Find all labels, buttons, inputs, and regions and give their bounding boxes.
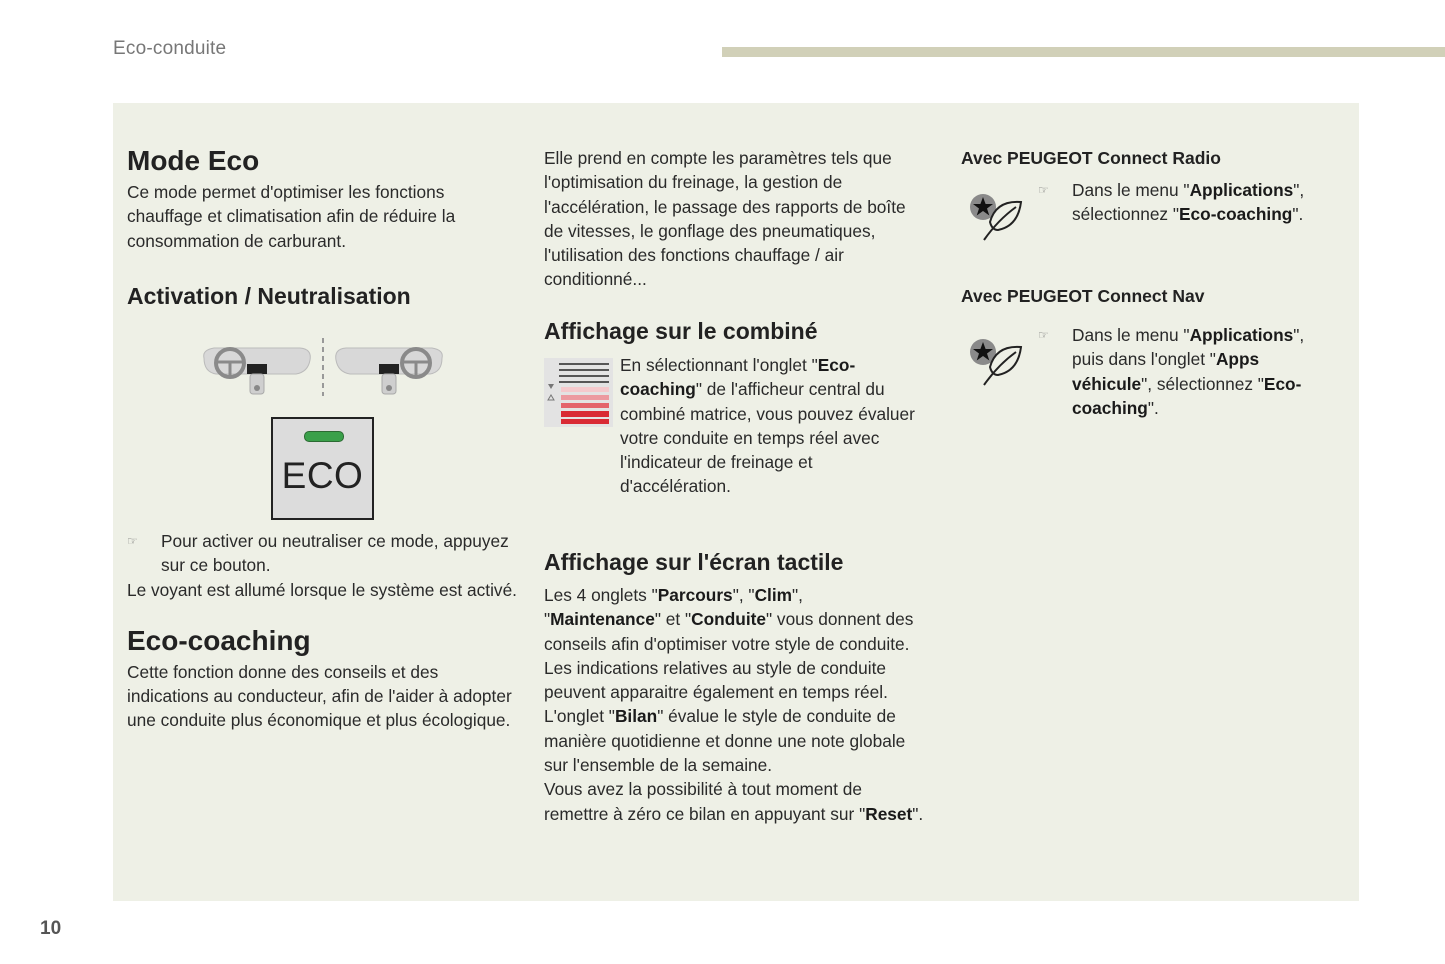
tactile-tabs-text: Les 4 onglets "Parcours", "Clim", "Maintenance" et "Conduite" vous donnent des conseils afin d'optimiser votre style de conduite.	[544, 585, 914, 654]
steering-wheel-illustration	[200, 336, 446, 398]
reset-text: Vous avez la possibilité à tout moment de remettre à zéro ce bilan en appuyant sur "Reset".	[544, 779, 924, 824]
pointing-hand-icon: ☞	[1038, 328, 1049, 342]
mode-eco-text: Ce mode permet d'optimiser les fonctions chauffage et climatisation afin de réduire la consommation de carburant.	[127, 182, 456, 251]
tactile-heading: Affichage sur l'écran tactile	[544, 549, 844, 575]
parameters-text: Elle prend en compte les paramètres tels que l'optimisation du freinage, la gestion de l'accélération, le passage des rapports de boîte de vitesses, le gonflage des pneumatiques, l'utilisation des fonctions chauffage / air conditionné...	[544, 148, 906, 290]
radio-instruction-block	[1038, 178, 1348, 227]
nav-instruction: ☞ Dans le menu "Applications", puis dans l'onglet "Apps véhicule", sélectionnez "Eco-coaching".	[1038, 325, 1305, 418]
section-bar	[722, 47, 1445, 57]
combine-heading: Affichage sur le combiné	[544, 317, 818, 344]
eco-coaching-leaf-icon	[966, 335, 1028, 389]
column-1	[127, 142, 522, 311]
eco-button[interactable]	[271, 417, 374, 520]
radio-instruction: ☞ Dans le menu "Applications", sélectionnez "Eco-coaching".	[1038, 180, 1305, 225]
realtime-text: Les indications relatives au style de conduite peuvent apparaitre également en temps réel.	[544, 657, 888, 703]
eco-coaching-leaf-icon	[966, 190, 1028, 244]
mode-eco-heading: Mode Eco	[127, 145, 260, 176]
indicator-text: Le voyant est allumé lorsque le système est activé.	[127, 579, 517, 600]
nav-heading-block	[961, 284, 1351, 308]
left-hand-drive-icon	[204, 348, 311, 394]
activation-instruction: ☞ Pour activer ou neutraliser ce mode, appuyez sur ce bouton.	[127, 531, 509, 576]
eco-coaching-heading: Eco-coaching	[127, 624, 311, 656]
right-hand-drive-icon	[336, 348, 443, 394]
bilan-text: L'onglet "Bilan" évalue le style de conduite de manière quotidienne et donne une note globale sur l'ensemble de la semaine.	[544, 706, 906, 776]
activation-heading: Activation / Neutralisation	[127, 282, 411, 309]
pointing-hand-icon: ☞	[1038, 183, 1049, 197]
eco-button-label: ECO	[281, 455, 364, 496]
combine-text-block	[620, 353, 920, 499]
combine-text: En sélectionnant l'onglet "Eco-coaching" de l'afficheur central du combiné matrice, vous pouvez évaluer votre conduite en temps réel avec l'indicateur de freinage et d'accélération.	[620, 355, 915, 497]
column-3	[961, 146, 1351, 170]
eco-coaching-text: Cette fonction donne des conseils et des indications au conducteur, afin de l'aider à adopter une conduite plus économique et plus écologique.	[127, 661, 512, 731]
column-1-lower	[127, 529, 522, 733]
column-2-lower	[544, 547, 924, 826]
column-2	[544, 146, 924, 346]
connect-radio-heading: Avec PEUGEOT Connect Radio	[961, 148, 1221, 168]
page-number: 10	[40, 918, 62, 939]
pointing-hand-icon: ☞	[127, 534, 138, 548]
cluster-display-icon	[544, 358, 613, 427]
connect-nav-heading: Avec PEUGEOT Connect Nav	[961, 286, 1205, 306]
nav-instruction-block	[1038, 323, 1338, 420]
eco-led-indicator	[304, 431, 344, 442]
section-title: Eco-conduite	[113, 38, 227, 59]
